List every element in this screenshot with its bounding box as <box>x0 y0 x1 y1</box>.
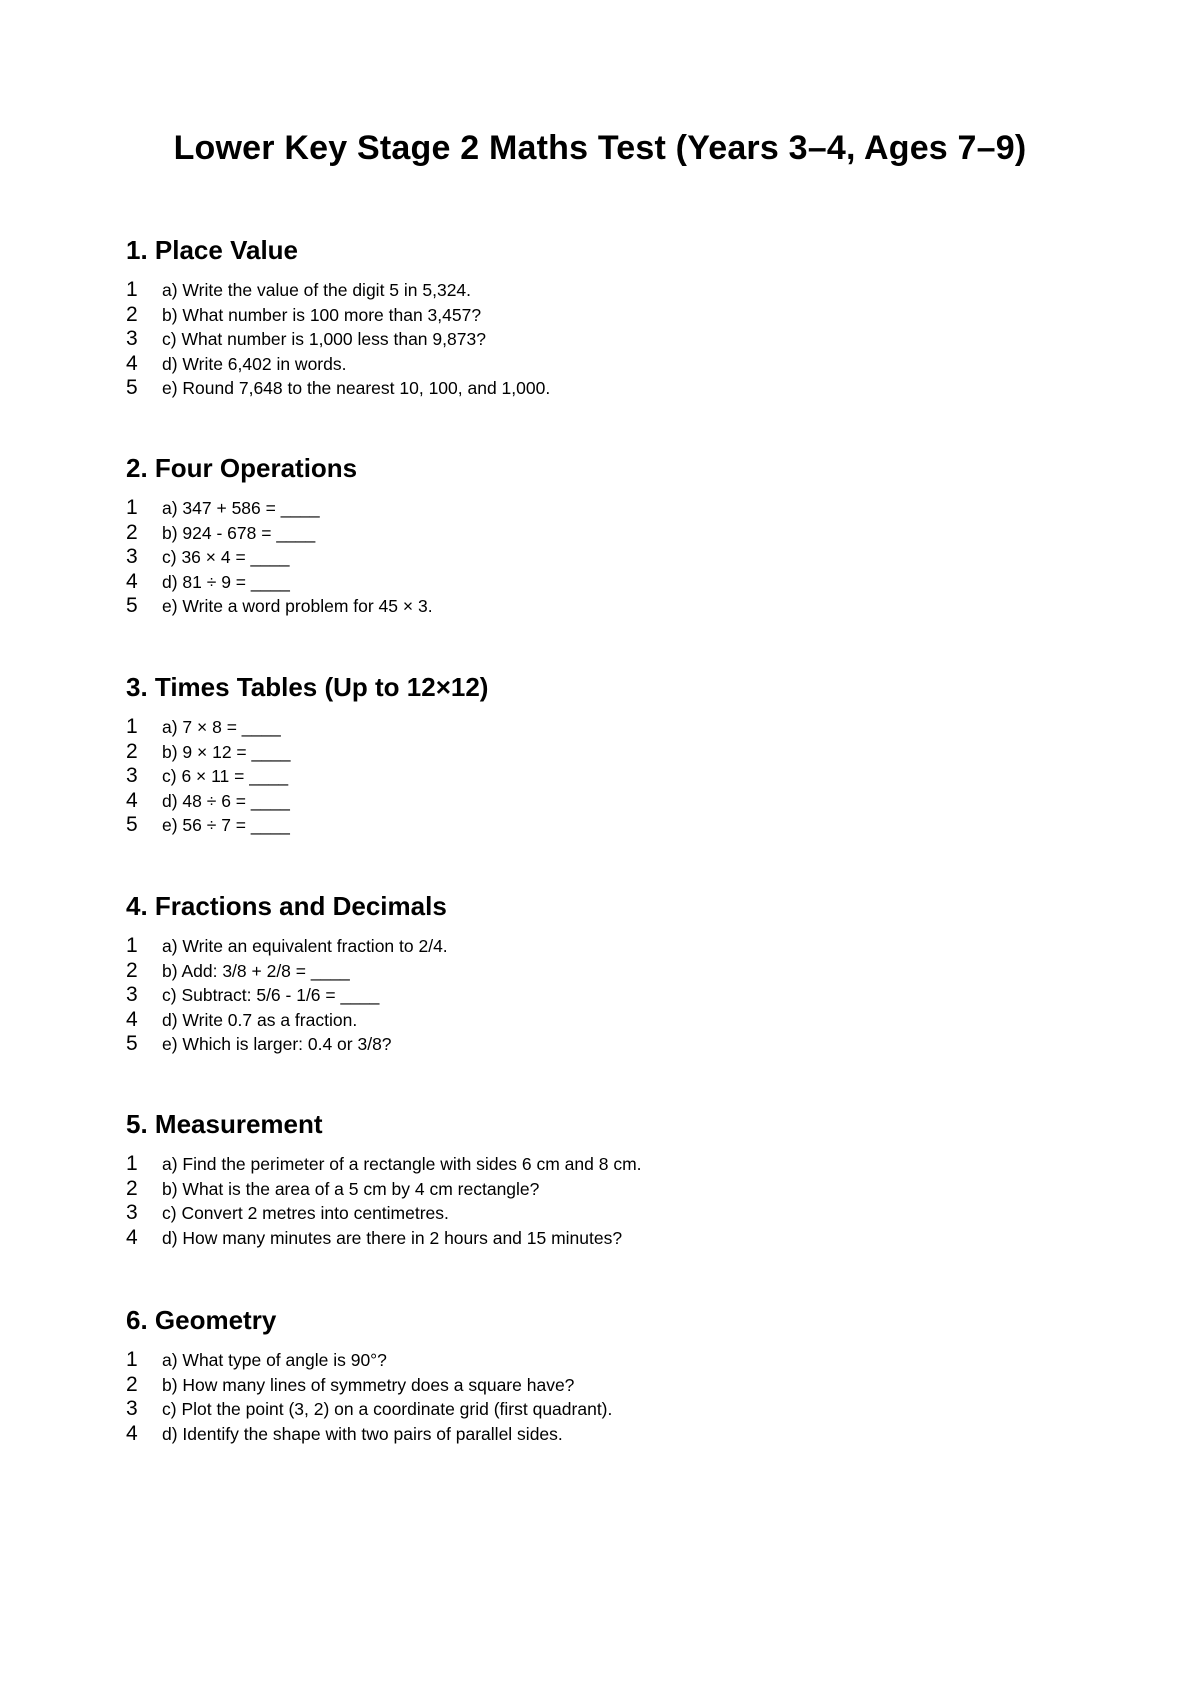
question-number: 4 <box>126 1421 138 1445</box>
question-item <box>126 1348 1126 1373</box>
question-number: 2 <box>126 958 138 982</box>
question-number: 5 <box>126 813 138 836</box>
question-item <box>126 1008 1126 1033</box>
question-item <box>126 570 1126 595</box>
question-item <box>126 715 1126 740</box>
question-item <box>126 1226 1126 1251</box>
question-item <box>126 740 1126 765</box>
question-item <box>126 1397 1126 1422</box>
question-number: 4 <box>126 1225 138 1249</box>
question-number: 2 <box>126 1372 138 1396</box>
question-number: 1 <box>126 1348 138 1371</box>
question-text: d) Write 6,402 in words. <box>162 353 347 374</box>
question-number: 4 <box>126 1007 138 1031</box>
question-number: 4 <box>126 351 138 375</box>
question-number: 2 <box>126 1176 138 1200</box>
question-text: c) 36 × 4 = ____ <box>162 547 290 567</box>
question-number: 3 <box>126 327 138 350</box>
section-measurement <box>126 1108 1126 1250</box>
question-item <box>126 934 1126 959</box>
question-text: e) Which is larger: 0.4 or 3/8? <box>162 1034 392 1054</box>
question-item <box>126 1032 1126 1057</box>
section-heading: 6. Geometry <box>126 1305 277 1335</box>
question-number: 2 <box>126 520 138 544</box>
question-number: 1 <box>126 715 138 738</box>
section-four-operations <box>126 452 1126 619</box>
question-number: 4 <box>126 569 138 593</box>
question-number: 1 <box>126 1152 138 1175</box>
question-number: 3 <box>126 983 138 1006</box>
question-item <box>126 376 1126 401</box>
question-item <box>126 1177 1126 1202</box>
section-heading: 2. Four Operations <box>126 453 358 483</box>
question-text: b) What number is 100 more than 3,457? <box>162 304 482 325</box>
question-text: c) What number is 1,000 less than 9,873? <box>162 329 486 349</box>
question-list <box>126 715 1126 838</box>
question-number: 3 <box>126 764 138 787</box>
section-times-tables <box>126 671 1126 838</box>
question-item <box>126 594 1126 619</box>
question-list <box>126 934 1126 1057</box>
question-number: 2 <box>126 302 138 326</box>
question-item <box>126 327 1126 352</box>
question-item <box>126 352 1126 377</box>
question-item <box>126 521 1126 546</box>
question-text: a) Write an equivalent fraction to 2/4. <box>162 936 448 956</box>
question-text: b) What is the area of a 5 cm by 4 cm rectangle? <box>162 1178 540 1199</box>
question-list <box>126 1152 1126 1250</box>
question-item <box>126 764 1126 789</box>
question-item <box>126 545 1126 570</box>
section-heading: 4. Fractions and Decimals <box>126 891 447 921</box>
question-item <box>126 496 1126 521</box>
question-text: b) 924 - 678 = ____ <box>162 522 316 543</box>
question-text: d) Write 0.7 as a fraction. <box>162 1009 358 1030</box>
question-text: d) Identify the shape with two pairs of parallel sides. <box>162 1423 563 1444</box>
question-text: d) 81 ÷ 9 = ____ <box>162 571 290 592</box>
question-list <box>126 1348 1126 1446</box>
question-item <box>126 1201 1126 1226</box>
question-item <box>126 789 1126 814</box>
question-item <box>126 278 1126 303</box>
question-number: 1 <box>126 496 138 519</box>
question-text: c) Subtract: 5/6 - 1/6 = ____ <box>162 985 380 1005</box>
question-text: e) Round 7,648 to the nearest 10, 100, and 1,000. <box>162 378 551 398</box>
question-number: 4 <box>126 788 138 812</box>
question-number: 3 <box>126 1201 138 1224</box>
question-text: c) 6 × 11 = ____ <box>162 766 289 786</box>
question-text: d) 48 ÷ 6 = ____ <box>162 790 290 811</box>
question-text: a) What type of angle is 90°? <box>162 1350 387 1370</box>
question-number: 1 <box>126 934 138 957</box>
question-text: b) How many lines of symmetry does a square have? <box>162 1374 575 1395</box>
question-text: b) Add: 3/8 + 2/8 = ____ <box>162 960 350 981</box>
question-number: 3 <box>126 1397 138 1420</box>
document-title: Lower Key Stage 2 Maths Test (Years 3–4, Ages 7–9) <box>173 129 1027 167</box>
question-item <box>126 959 1126 984</box>
question-number: 2 <box>126 739 138 763</box>
question-text: a) Write the value of the digit 5 in 5,324. <box>162 280 472 300</box>
question-text: d) How many minutes are there in 2 hours and 15 minutes? <box>162 1227 623 1248</box>
question-number: 1 <box>126 278 138 301</box>
question-text: e) 56 ÷ 7 = ____ <box>162 815 290 835</box>
section-heading: 5. Measurement <box>126 1109 323 1139</box>
question-item <box>126 1373 1126 1398</box>
section-place-value <box>126 234 1126 401</box>
question-number: 5 <box>126 1032 138 1055</box>
question-item <box>126 983 1126 1008</box>
section-fractions-decimals <box>126 890 1126 1057</box>
question-text: b) 9 × 12 = ____ <box>162 741 291 762</box>
question-item <box>126 813 1126 838</box>
question-text: c) Convert 2 metres into centimetres. <box>162 1203 449 1223</box>
question-text: c) Plot the point (3, 2) on a coordinate grid (first quadrant). <box>162 1399 613 1419</box>
question-number: 5 <box>126 376 138 399</box>
question-text: a) 347 + 586 = ____ <box>162 498 320 518</box>
question-list <box>126 278 1126 401</box>
question-text: e) Write a word problem for 45 × 3. <box>162 596 433 616</box>
question-item <box>126 303 1126 328</box>
question-text: a) Find the perimeter of a rectangle with sides 6 cm and 8 cm. <box>162 1154 642 1174</box>
question-text: a) 7 × 8 = ____ <box>162 717 281 737</box>
question-number: 3 <box>126 545 138 568</box>
section-geometry <box>126 1304 1126 1446</box>
question-list <box>126 496 1126 619</box>
question-item <box>126 1422 1126 1447</box>
question-number: 5 <box>126 594 138 617</box>
section-heading: 3. Times Tables (Up to 12×12) <box>126 672 489 702</box>
section-heading: 1. Place Value <box>126 235 299 265</box>
question-item <box>126 1152 1126 1177</box>
